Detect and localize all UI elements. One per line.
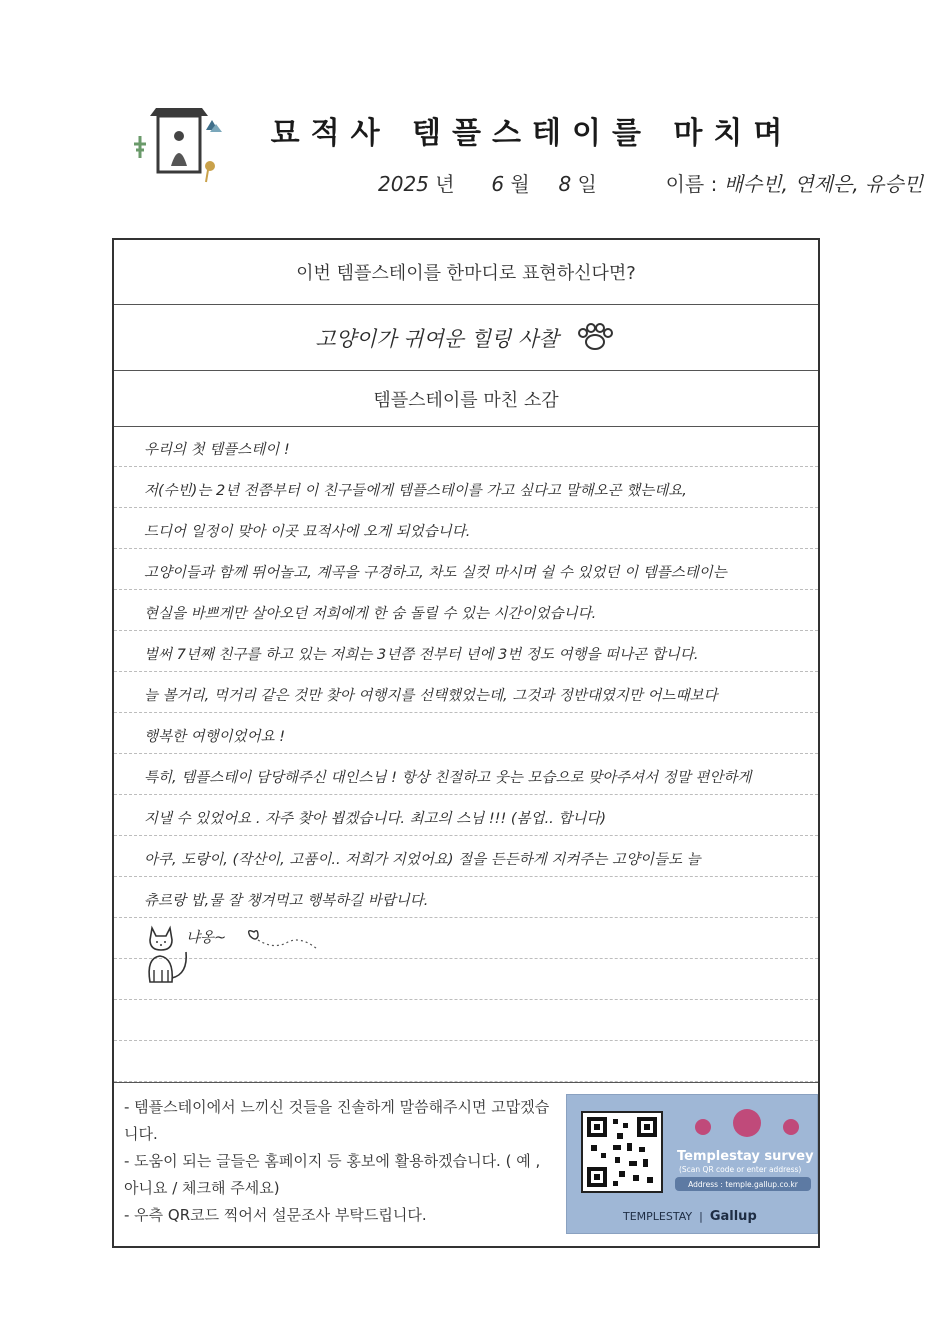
line-text: 벌써 7년째 친구를 하고 있는 저희는 3년쯤 전부터 년에 3번 정도 여행을 떠나곤 합니다. [144,647,699,663]
name-label: 이름 : [665,172,718,196]
footer-notes [124,1094,554,1229]
text-line [114,467,818,508]
cat-doodle-icon [138,922,202,996]
day-value: 8 [558,172,572,196]
line-text: 아쿠, 도랑이, (작산이, 고품이.. 저희가 지었어요) 절을 든든하게 지켜주는 고양이들도 늘 [144,852,701,868]
answer-one-text: 고양이가 귀여운 힐링 사찰 [315,327,559,351]
year-value: 2025 [378,172,429,196]
month-unit: 월 [510,172,530,196]
day-unit: 일 [577,172,597,196]
text-line [114,508,818,549]
page-title: 묘적사 템플스테이를 마치며 [270,116,794,151]
text-line [114,877,818,918]
line-text: 냐옹~ [186,930,227,946]
survey-title: Templestay survey [677,1149,814,1164]
text-line [114,590,818,631]
survey-address[interactable]: Address : temple.gallup.co.kr [675,1177,811,1191]
impressions-lines [114,426,818,1082]
text-line [114,754,818,795]
line-text: 츄르랑 밥,물 잘 챙겨먹고 행복하길 바랍니다. [144,893,429,909]
line-text: 특히, 템플스테이 담당해주신 대인스님 ! 항상 친절하고 웃는 모습으로 맞아주셔서 정말 편안하게 [144,770,752,786]
text-line [114,1000,818,1041]
butterfly-doodle-icon [244,926,324,956]
line-text: 고양이들과 함께 뛰어놀고, 계곡을 구경하고, 차도 실컷 마시며 쉴 수 있었던 이 템플스테이는 [144,565,727,581]
temple-logo-icon [124,96,224,186]
line-text: 지낼 수 있었어요 . 자주 찾아 뵙겠습니다. 최고의 스님 !!! (봄업.. 합니다) [144,811,607,827]
answer-one [114,306,818,371]
survey-qr-card[interactable] [566,1094,818,1234]
text-line [114,672,818,713]
text-line [114,426,818,467]
lotus-flowers-icon [687,1105,807,1145]
note-item: - 도움이 되는 글들은 홈페이지 등 홍보에 활용하겠습니다. ( 예 , 아니요 / 체크해 주세요) [124,1152,541,1197]
question-one: 이번 템플스테이를 한마디로 표현하신다면? [114,240,818,305]
text-line [114,959,818,1000]
text-line [114,631,818,672]
brand-row: TEMPLESTAY | Gallup [623,1209,757,1224]
line-text: 드디어 일정이 맞아 이곳 묘적사에 오게 되었습니다. [144,524,471,540]
line-text: 현실을 바쁘게만 살아오던 저희에게 한 숨 돌릴 수 있는 시간이었습니다. [144,606,597,622]
date-name-line [378,168,923,197]
text-line [114,795,818,836]
note-item: - 우측 QR코드 찍어서 설문조사 부탁드립니다. [124,1206,427,1224]
gallup-brand: Gallup [709,1209,757,1224]
names-value: 배수빈, 연제은, 유승민 [723,172,924,196]
text-line [114,918,818,959]
line-text: 저(수빈)는 2년 전쯤부터 이 친구들에게 템플스테이를 가고 싶다고 말해오곤 했는데요, [144,483,687,499]
line-text: 늘 볼거리, 먹거리 같은 것만 찾아 여행지를 선택했었는데, 그것과 정반대였지만 어느때보다 [144,688,718,704]
note-item: - 템플스테이에서 느끼신 것들을 진솔하게 말씀해주시면 고맙겠습니다. [124,1098,550,1143]
text-line [114,836,818,877]
text-line [114,549,818,590]
question-two: 템플스테이를 마친 소감 [114,372,818,427]
year-unit: 년 [435,172,455,196]
text-line [114,713,818,754]
templestay-brand: TEMPLESTAY [623,1210,693,1223]
line-text: 행복한 여행이었어요 ! [144,729,286,745]
month-value: 6 [491,172,505,196]
survey-subtitle: (Scan QR code or enter address) [679,1165,802,1174]
line-text: 우리의 첫 템플스테이 ! [144,442,290,458]
qr-code-icon[interactable] [581,1111,663,1193]
cat-paw-doodle-icon [573,321,617,355]
text-line [114,1041,818,1082]
